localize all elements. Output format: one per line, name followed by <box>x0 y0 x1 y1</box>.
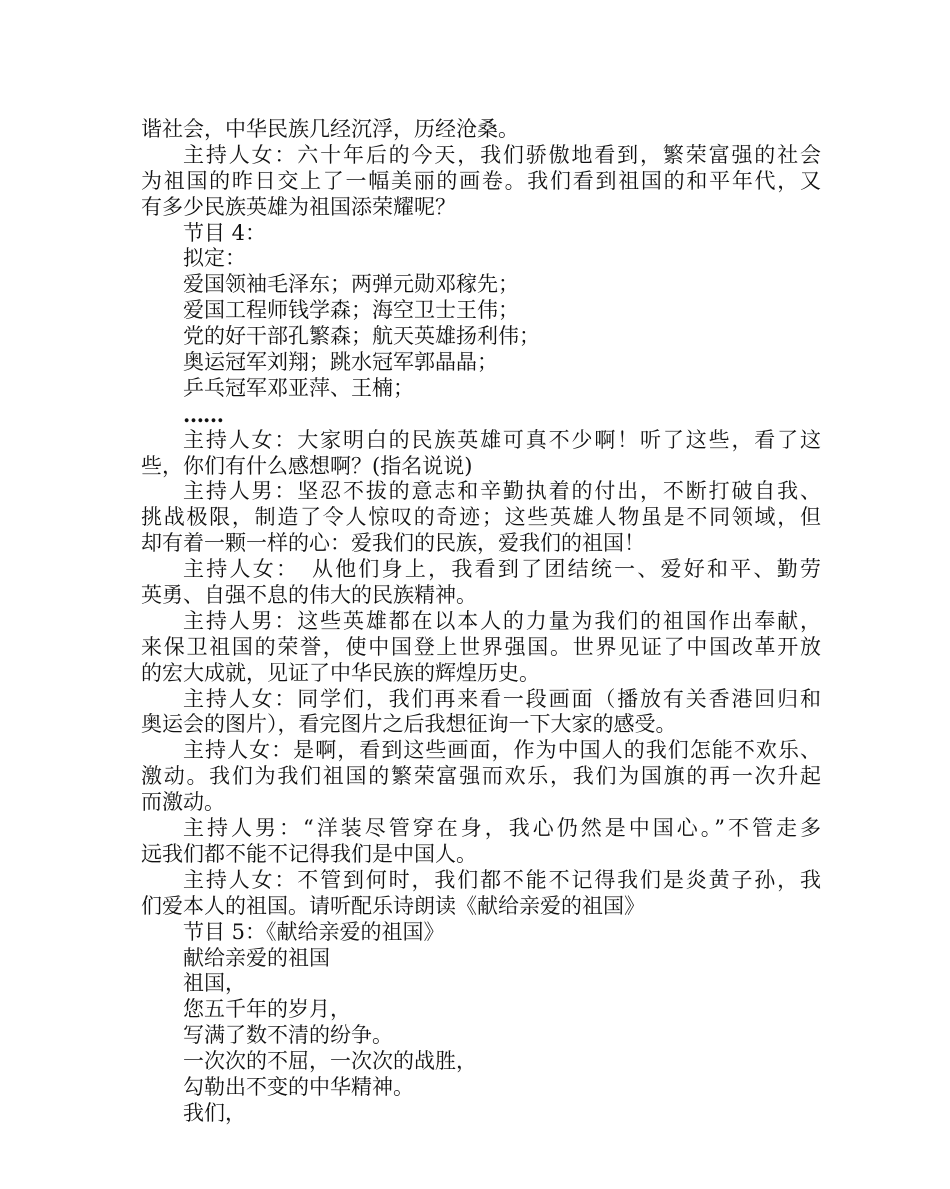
text-line: 奥运冠军刘翔；跳水冠军郭晶晶； <box>183 350 498 375</box>
text-line: 激动。我们为我们祖国的繁荣富强而欢乐，我们为国旗的再一次升起 <box>141 764 821 789</box>
text-line: 主持人男：这些英雄都在以本人的力量为我们的祖国作出奉献， <box>183 608 821 633</box>
text-line: 英勇、自强不息的伟大的民族精神。 <box>141 583 477 608</box>
text-line: 主持人男：“洋装尽管穿在身，我心仍然是中国心。”不管走多 <box>183 816 821 841</box>
text-line: 远我们都不能不记得我们是中国人。 <box>141 841 477 866</box>
text-line: 节目 4： <box>183 220 267 245</box>
text-line: 一次次的不屈，一次次的战胜， <box>183 1049 477 1074</box>
text-line: 奥运会的图片），看完图片之后我想征询一下大家的感受。 <box>141 712 677 737</box>
text-line: 拟定： <box>183 246 246 271</box>
text-line: 勾勒出不变的中华精神。 <box>183 1074 414 1099</box>
text-line: 谐社会，中华民族几经沉浮，历经沧桑。 <box>141 117 519 141</box>
text-line: 主持人男：坚忍不拔的意志和辛勤执着的付出，不断打破自我、 <box>183 479 821 504</box>
document-body <box>141 117 821 1127</box>
text-line: 挑战极限，制造了令人惊叹的奇迹；这些英雄人物虽是不同领域，但 <box>141 505 821 530</box>
text-line: 您五千年的岁月， <box>183 997 351 1022</box>
text-line: …… <box>183 401 223 427</box>
text-line: 祖国， <box>183 971 246 996</box>
text-line: 我们， <box>183 1100 246 1125</box>
text-line: 爱国工程师钱学森；海空卫士王伟； <box>183 298 519 323</box>
text-line: 为祖国的昨日交上了一幅美丽的画卷。我们看到祖国的和平年代，又 <box>141 168 821 193</box>
text-line: 有多少民族英雄为祖国添荣耀呢？ <box>141 194 456 219</box>
text-line: 写满了数不清的纷争。 <box>183 1023 393 1048</box>
text-line: 爱国领袖毛泽东；两弹元勋邓稼先； <box>183 272 519 297</box>
text-line: 主持人女：大家明白的民族英雄可真不少啊！听了这些，看了这 <box>183 427 821 452</box>
text-line: 些，你们有什么感想啊？(指名说说) <box>141 453 473 478</box>
text-line: 乒乓冠军邓亚萍、王楠； <box>183 375 414 400</box>
text-line: 而激动。 <box>141 790 225 815</box>
text-line: 节目 5：《献给亲爱的祖国》 <box>183 919 445 944</box>
text-line: 献给亲爱的祖国 <box>183 945 330 970</box>
text-line: 主持人女： 从他们身上，我看到了团结统一、爱好和平、勤劳 <box>183 557 821 582</box>
text-line: 来保卫祖国的荣誉，使中国登上世界强国。世界见证了中国改革开放 <box>141 634 821 659</box>
text-line: 主持人女：是啊，看到这些画面，作为中国人的我们怎能不欢乐、 <box>183 738 821 763</box>
text-line: 主持人女：同学们，我们再来看一段画面（播放有关香港回归和 <box>183 686 821 711</box>
text-line: 主持人女：六十年后的今天，我们骄傲地看到，繁荣富强的社会 <box>183 142 821 167</box>
text-line: 党的好干部孔繁森；航天英雄扬利伟； <box>183 324 540 349</box>
text-line: 们爱本人的祖国。请听配乐诗朗读《献给亲爱的祖国》 <box>141 893 645 918</box>
text-line: 主持人女：不管到何时，我们都不能不记得我们是炎黄子孙，我 <box>183 867 821 892</box>
text-line: 的宏大成就，见证了中华民族的辉煌历史。 <box>141 660 540 685</box>
text-line: 却有着一颗一样的心：爱我们的民族，爱我们的祖国！ <box>141 531 645 556</box>
